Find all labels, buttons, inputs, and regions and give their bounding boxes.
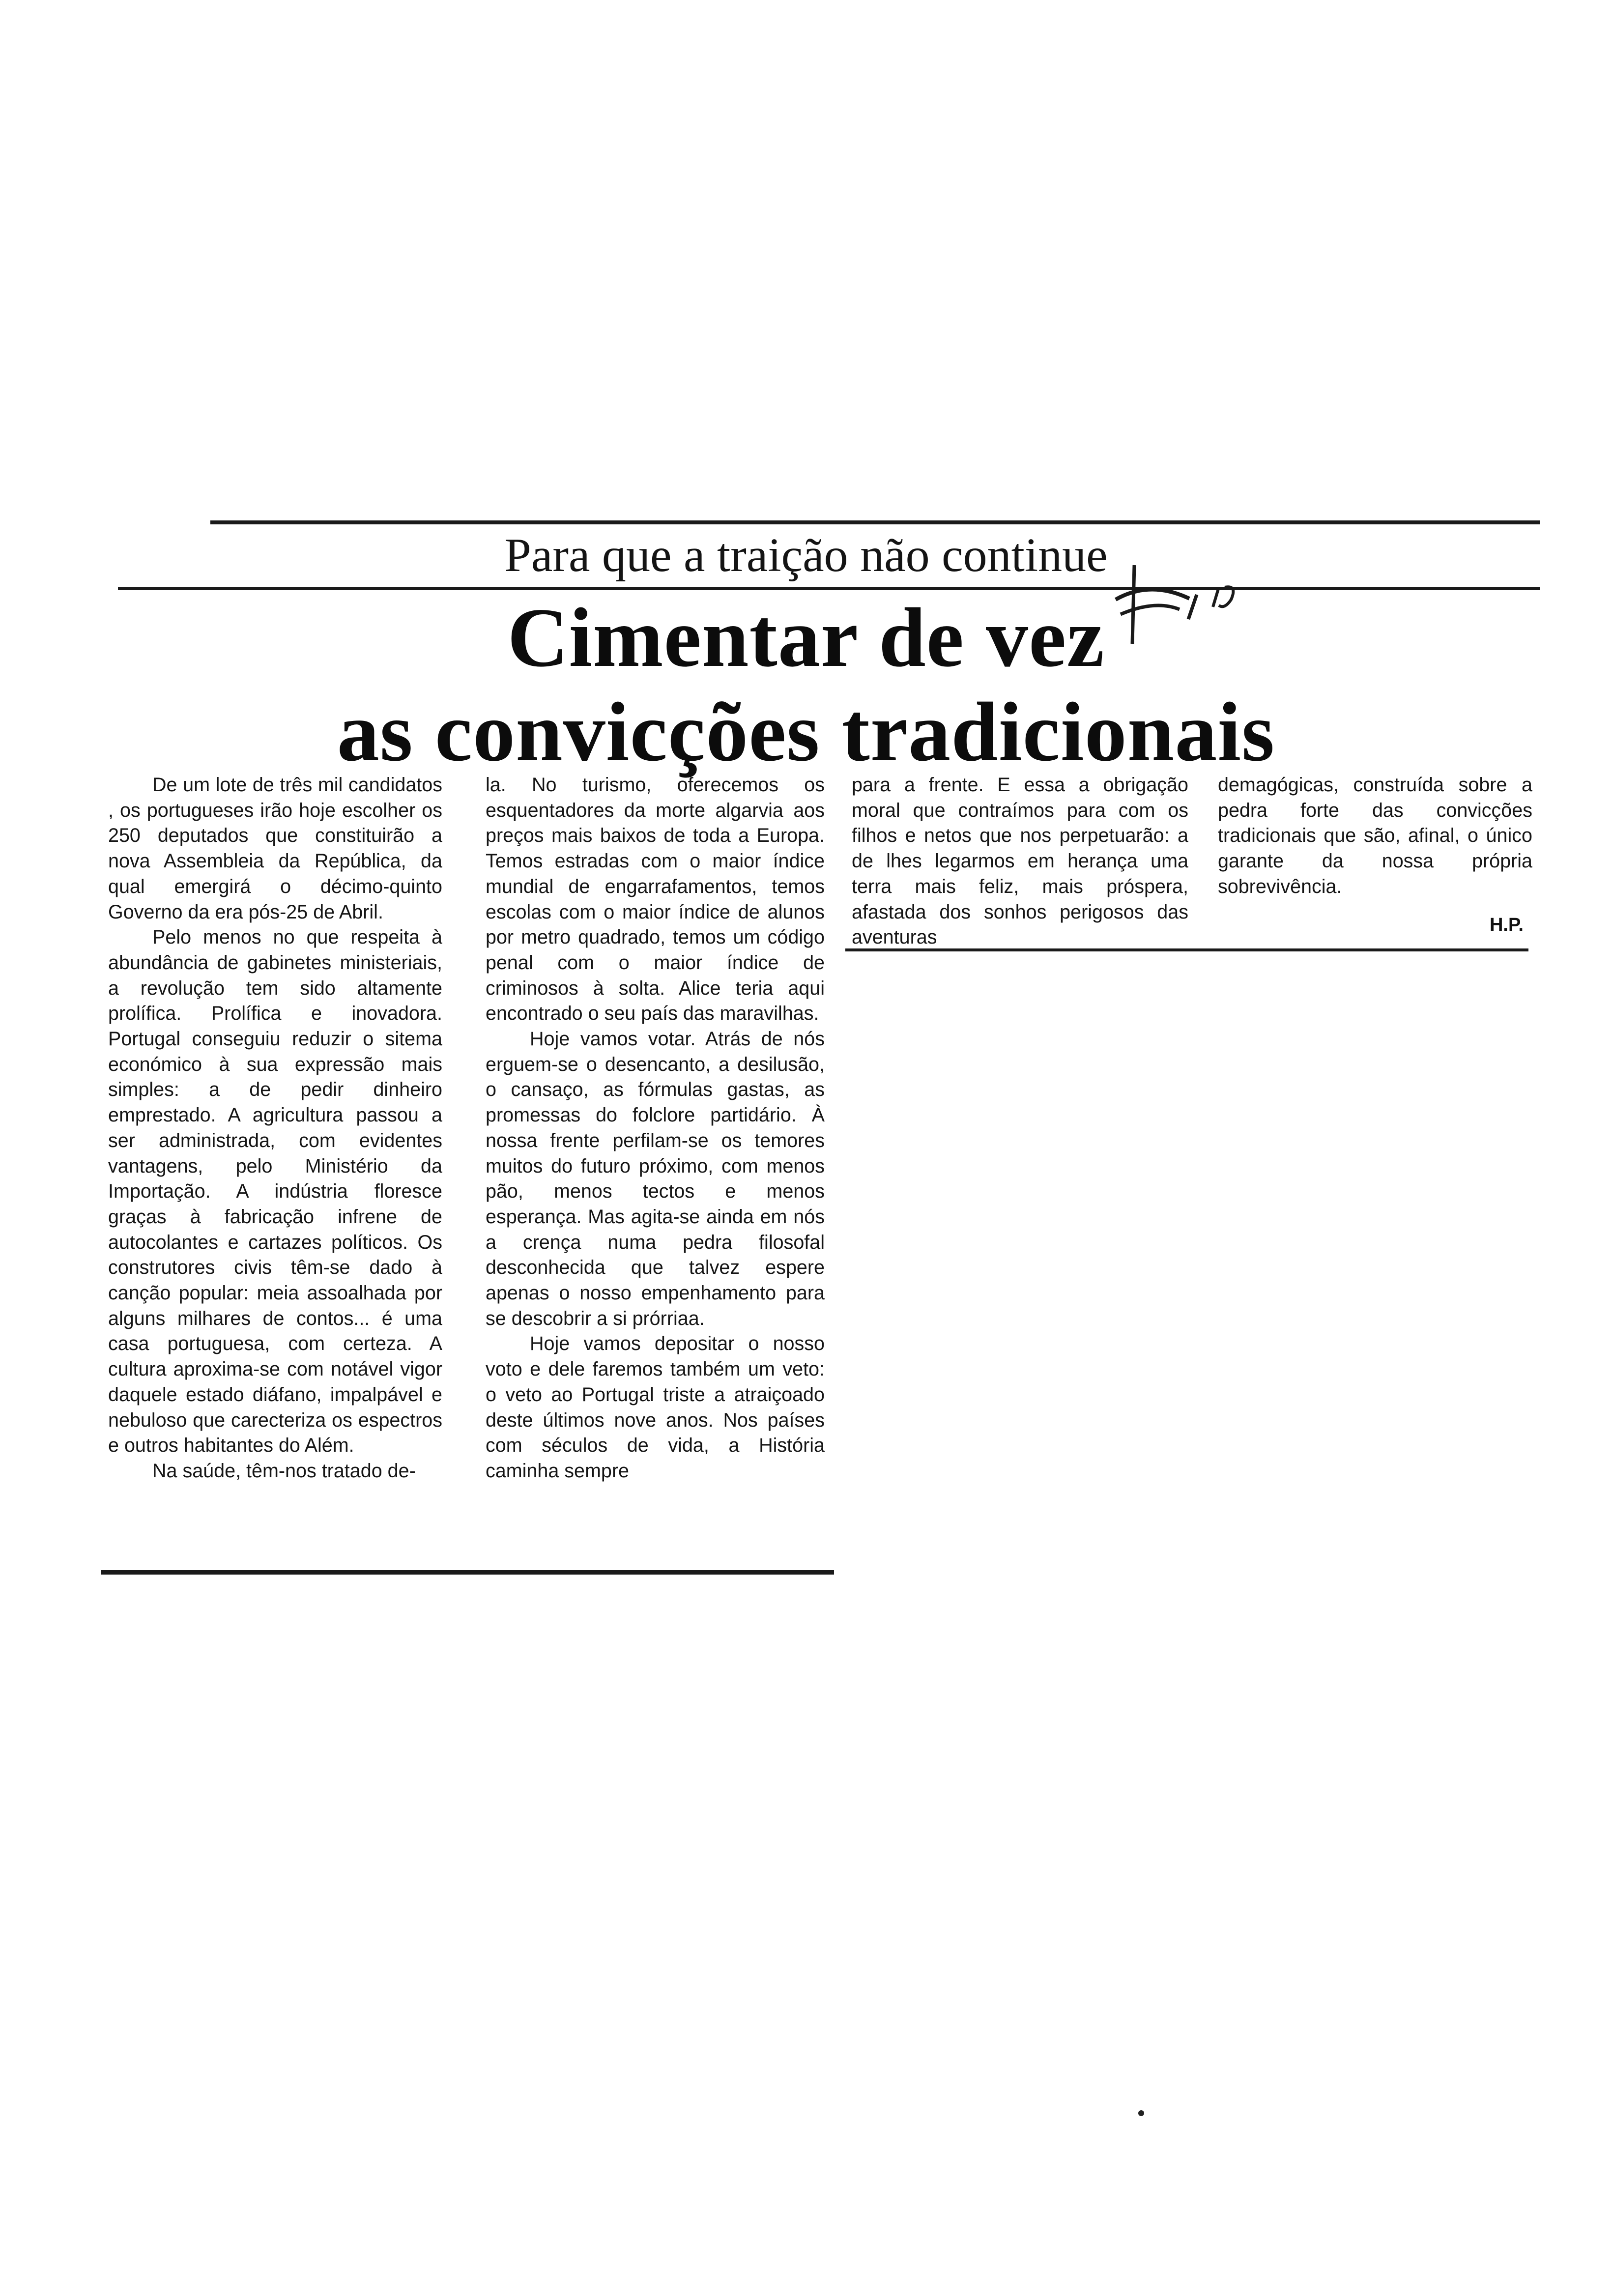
paragraph: Hoje vamos votar. Atrás de nós erguem-se o desencanto, a desilusão, o cansaço, as fórmulas gastas, as promessas do folclore partidário. À nossa frente perfilam-se os temores muitos do futuro próximo, com menos pão, menos tectos e menos esperança. Mas agita-se ainda em nós a crença numa pedra filosofal desconhecida que talvez espere apenas o nosso empenhamento para se descobrir a si prórriaa.: [486, 1028, 825, 1329]
paragraph: Hoje vamos depositar o nosso voto e dele faremos também um veto: o veto ao Portugal triste a atraiçoado deste últimos nove anos. Nos países com séculos de vida, a História caminha sempre: [486, 1333, 825, 1482]
article-column-2: [486, 773, 825, 1484]
paragraph: la. No turismo, oferecemos os esquentadores da morte algarvia aos preços mais baixos de toda a Europa. Temos estradas com o maior índice mundial de engarrafamentos, temos escolas com o maior índice de alunos por metro quadrado, temos um código penal com o maior índice de criminosos à solta. Alice teria aqui encontrado o seu país das maravilhas.: [486, 774, 825, 1025]
paragraph: De um lote de três mil candidatos , os portugueses irão hoje escolher os 250 deputados que constituirão a nova Assembleia da República, da qual emergirá o décimo-quinto Governo da era pós-25 de Abril.: [108, 774, 442, 923]
stray-mark: [1138, 2110, 1144, 2116]
article-column-3: [852, 773, 1188, 950]
paragraph: demagógicas, construída sobre a pedra forte das convicções tradicionais que são, afinal, o único garante da nossa própria sobrevivência.: [1218, 774, 1532, 897]
article-column-1: [108, 773, 442, 1484]
paragraph: Na saúde, têm-nos tratado de-: [152, 1460, 416, 1482]
column-end-rule: [845, 948, 1528, 951]
headline-line-2: as convicções tradicionais: [337, 686, 1275, 779]
headline-rule: [118, 587, 1540, 590]
headline-line-1: Cimentar de vez: [507, 591, 1105, 685]
article-column-4: [1218, 773, 1532, 900]
top-rule: [210, 520, 1540, 524]
headline: [0, 591, 1612, 779]
kicker-line: Para que a traição não continue: [504, 529, 1108, 582]
bottom-rule: [101, 1570, 834, 1575]
author-signature: H.P.: [1489, 915, 1524, 935]
paragraph: Pelo menos no que respeita à abundância de gabinetes ministeriais, a revolução tem sido altamente prolífica. Prolífica e inovadora. Portugal conseguiu reduzir o sitema económico à sua expressão mais simples: a de pedir dinheiro emprestado. A agricultura passou a ser administrada, com evidentes vantagens, pelo Ministério da Importação. A indústria floresce graças à fabricação infrene de autocolantes e cartazes políticos. Os construtores civis têm-se dado à canção popular: meia assoalhada por alguns milhares de contos... é uma casa portuguesa, com certeza. A cultura aproxima-se com notável vigor daquele estado diáfano, impalpável e nebuloso que carecteriza os espectros e outros habitantes do Além.: [108, 926, 442, 1457]
paragraph: para a frente. E essa a obrigação moral que contraímos para com os filhos e netos que nos perpetuarão: a de lhes legarmos em herança uma terra mais feliz, mais próspera, afastada dos sonhos perigosos das aventuras: [852, 774, 1188, 948]
